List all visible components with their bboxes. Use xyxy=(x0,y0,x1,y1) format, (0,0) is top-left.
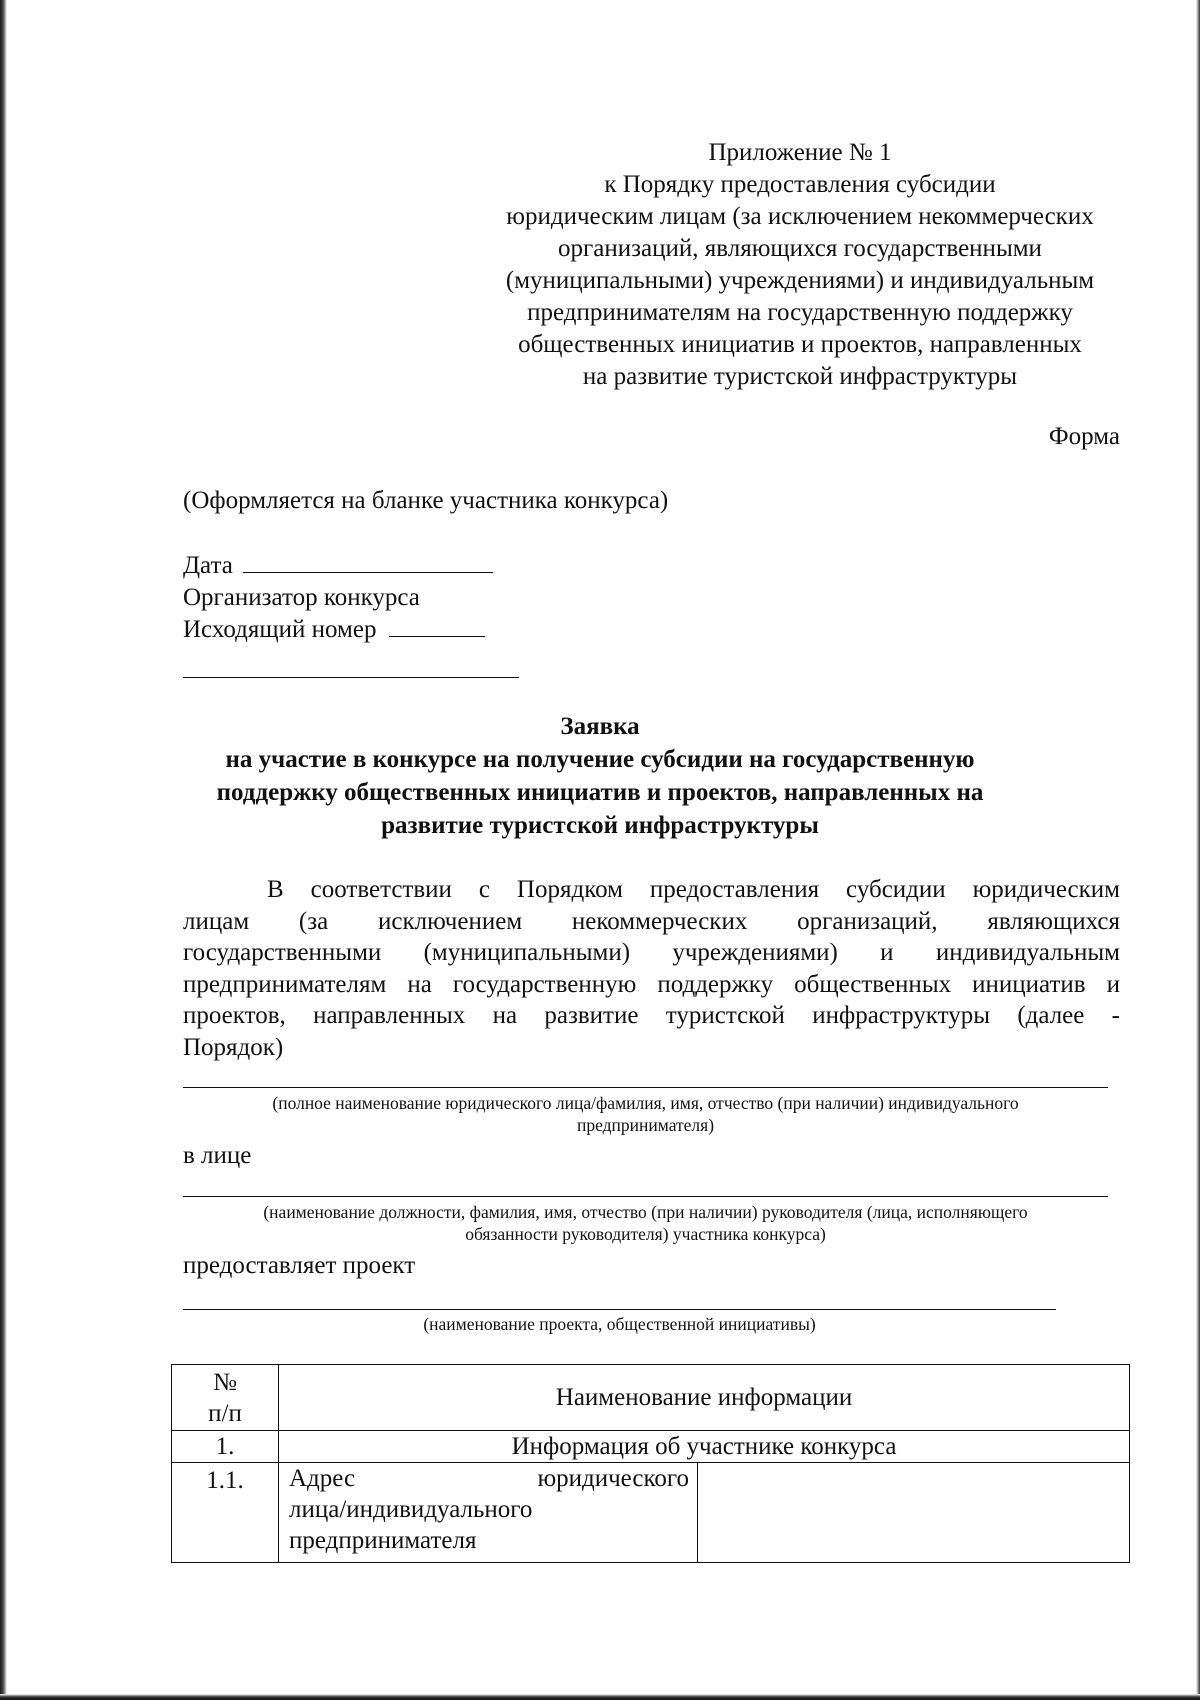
word: Порядком xyxy=(516,876,623,903)
caption-line: предпринимателя) xyxy=(576,1115,715,1135)
row-name-line xyxy=(289,1463,689,1494)
organizer-label: Организатор конкурса xyxy=(183,584,420,611)
word: инициатив xyxy=(972,970,1086,998)
date-blank[interactable] xyxy=(243,550,493,573)
word: инфраструктуры xyxy=(812,1002,991,1029)
row-name-cell xyxy=(279,1463,698,1563)
in-person-label: в лице xyxy=(183,1142,252,1169)
paragraph-line xyxy=(183,874,1120,906)
presents-project-label: предоставляет проект xyxy=(183,1252,416,1279)
outgoing-number-field xyxy=(183,614,485,646)
row-name-line: предпринимателя xyxy=(289,1527,477,1554)
word: юридическим xyxy=(972,876,1120,903)
word: Порядок) xyxy=(183,1033,284,1061)
appendix-header xyxy=(470,137,1130,393)
form-label: Форма xyxy=(1048,423,1120,450)
word: юридического xyxy=(537,1465,689,1492)
word: индивидуальным xyxy=(935,939,1120,966)
word: субсидии xyxy=(846,876,946,903)
word: являющихся xyxy=(987,907,1120,935)
legal-entity-blank-line[interactable] xyxy=(183,1087,1108,1088)
word: государственными xyxy=(183,939,382,966)
date-field xyxy=(183,550,493,582)
word: (далее xyxy=(1017,1002,1085,1029)
intro-paragraph xyxy=(183,874,1120,1063)
caption-line: (наименование должности, фамилия, имя, отчество (при наличии) руководителя (лица, исполняющего xyxy=(263,1202,1028,1222)
organizer-field xyxy=(183,582,420,614)
word: соответствии xyxy=(310,876,452,903)
representative-caption xyxy=(183,1201,1108,1245)
appendix-line: юридическим лицам (за исключением некоммерческих xyxy=(506,203,1094,230)
word: (муниципальными) xyxy=(423,939,631,966)
representative-blank-line[interactable] xyxy=(183,1196,1108,1197)
word: организаций, xyxy=(797,907,938,935)
word: с xyxy=(478,876,490,903)
word: учреждениями) xyxy=(672,939,838,966)
header-num-symbol: № xyxy=(213,1368,237,1396)
table-section-row xyxy=(172,1431,1130,1463)
title-line: поддержку общественных инициатив и проектов, направленных на xyxy=(216,779,984,806)
row-value-cell[interactable] xyxy=(698,1463,1130,1563)
word: и xyxy=(880,939,894,966)
table-row xyxy=(172,1463,1130,1563)
title-line: развитие туристской инфраструктуры xyxy=(381,812,819,839)
blank-note: (Оформляется на бланке участника конкурса) xyxy=(183,487,669,514)
row-name-line: лица/индивидуального xyxy=(289,1496,533,1523)
outgoing-number-label: Исходящий номер xyxy=(183,616,377,643)
paragraph-line xyxy=(183,937,1120,969)
paragraph-line xyxy=(183,969,1120,1001)
title-line: на участие в конкурсе на получение субсидии на государственную xyxy=(225,746,975,773)
title-main: Заявка xyxy=(560,713,640,740)
caption-line: обязанности руководителя) участника конкурса) xyxy=(465,1224,826,1244)
caption-line: (полное наименование юридического лица/фамилия, имя, отчество (при наличии) индивидуального xyxy=(272,1093,1019,1113)
appendix-line: организаций, являющихся государственными xyxy=(558,235,1042,262)
project-blank-line[interactable] xyxy=(183,1309,1056,1310)
appendix-line: на развитие туристской инфраструктуры xyxy=(582,363,1018,390)
caption-line: (наименование проекта, общественной инициативы) xyxy=(423,1314,816,1334)
word: некоммерческих xyxy=(571,907,748,935)
section-title-cell: Информация об участнике конкурса xyxy=(279,1431,1130,1463)
word: развитие xyxy=(544,1002,639,1029)
appendix-line: предпринимателям на государственную поддержку xyxy=(527,299,1073,326)
paragraph-line xyxy=(183,1032,1120,1064)
word: лицам xyxy=(183,907,250,935)
appendix-line: общественных инициатив и проектов, направленных xyxy=(518,331,1082,358)
row-num-cell: 1.1. xyxy=(172,1463,279,1563)
project-caption xyxy=(183,1313,1056,1335)
legal-entity-caption xyxy=(183,1092,1108,1136)
header-num-abbr: п/п xyxy=(208,1399,242,1427)
header-num-cell xyxy=(172,1365,279,1431)
word: В xyxy=(267,876,284,903)
word: направленных xyxy=(313,1002,466,1029)
word: - xyxy=(1111,1002,1120,1029)
appendix-line: Приложение № 1 xyxy=(708,139,892,166)
word: проектов, xyxy=(183,1002,286,1029)
word: предоставления xyxy=(649,876,820,903)
appendix-line: к Порядку предоставления субсидии xyxy=(604,171,996,198)
section-num-cell: 1. xyxy=(172,1431,279,1463)
word: на xyxy=(407,970,432,998)
word: на xyxy=(492,1002,518,1029)
word: и xyxy=(1106,970,1120,998)
header-title-cell: Наименование информации xyxy=(279,1365,1130,1431)
extra-blank-line[interactable] xyxy=(183,677,519,678)
paragraph-line xyxy=(183,906,1120,938)
word: государственную xyxy=(452,970,637,998)
word: (за xyxy=(298,907,329,935)
word: туристской xyxy=(665,1002,785,1029)
appendix-line: (муниципальными) учреждениями) и индивидуальным xyxy=(505,267,1095,294)
outgoing-number-blank[interactable] xyxy=(389,614,485,637)
information-table xyxy=(171,1364,1130,1563)
word: поддержку xyxy=(657,970,774,998)
word: предпринимателям xyxy=(183,970,387,998)
table-header-row xyxy=(172,1365,1130,1431)
word: общественных xyxy=(794,970,952,998)
application-title xyxy=(180,710,1020,842)
word: исключением xyxy=(377,907,523,935)
paragraph-line xyxy=(183,1000,1120,1032)
word: Адрес xyxy=(289,1465,356,1492)
date-label: Дата xyxy=(183,552,233,579)
